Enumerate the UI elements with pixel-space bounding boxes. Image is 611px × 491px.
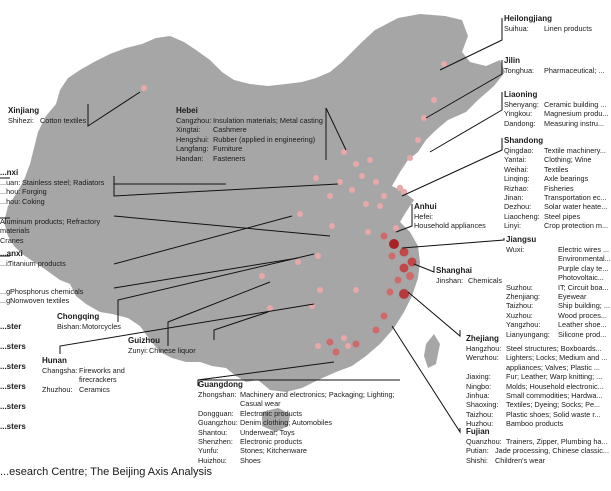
row-guangdong-0	[198, 390, 395, 399]
label-shanghai	[436, 266, 502, 285]
dot-north-2	[353, 161, 359, 167]
province-shaanxi: ...anxi	[0, 249, 23, 258]
city: ...i:	[0, 259, 10, 268]
dot-xinjiang	[141, 85, 147, 91]
product: Ceramics	[79, 384, 110, 394]
product: Crop protection m...	[544, 221, 609, 231]
dot-hubei-1	[315, 253, 321, 259]
legend-fragment-2: ...sters	[0, 362, 26, 371]
row-jiangsu-6	[506, 301, 611, 310]
province-heilongjiang: Heilongjiang	[504, 14, 552, 23]
city	[506, 273, 558, 282]
row-jilin-0	[504, 66, 604, 75]
city: Jiaxing:	[466, 372, 491, 382]
product: Purple clay te...	[558, 263, 609, 273]
product: Silicone prod...	[558, 329, 607, 339]
row-liaoning-2	[504, 119, 609, 128]
city: Dezhou:	[504, 202, 532, 212]
row-jiangsu-8	[506, 320, 611, 329]
city: Linqing:	[504, 174, 530, 184]
dot-guangdong-1	[333, 349, 340, 356]
row-shandong-4	[504, 184, 608, 193]
row-zhejiang-3	[466, 372, 607, 381]
dot-liaoning-1	[431, 97, 437, 103]
label-liaoning	[504, 90, 609, 128]
row-guangdong-7	[198, 456, 395, 465]
product: Stainless steel; Radiators	[22, 178, 105, 187]
product: Environmental...	[558, 254, 611, 264]
row-zhejiang-1	[466, 353, 607, 362]
product: Household appliances	[414, 221, 486, 231]
row-shaanxi-0	[0, 259, 66, 268]
dot-shanxi	[313, 175, 319, 181]
dot-guangdong-4	[327, 339, 334, 346]
dot-shaanxi	[297, 211, 303, 217]
product: Textiles	[544, 164, 569, 174]
city: Shihezi:	[8, 116, 34, 125]
province-fujian: Fujian	[466, 427, 490, 436]
dot-jiangsu-1	[389, 239, 399, 249]
row-guangdong-6	[198, 446, 395, 455]
label-hunan	[42, 356, 125, 394]
province-shandong: Shandong	[504, 136, 544, 145]
product: Measuring instru...	[544, 118, 605, 128]
product: Small commodities; Hardwa...	[506, 391, 603, 401]
row-jiangsu-4	[506, 283, 611, 292]
dot-liaoning-3	[407, 155, 413, 161]
product: Wood proces...	[558, 310, 607, 320]
city: Dongguan:	[198, 408, 234, 418]
dot-guangdong-6	[341, 335, 347, 341]
dot-guangdong-2	[345, 343, 351, 349]
dot-north-6	[349, 187, 355, 193]
row-henan-1	[0, 226, 100, 235]
province-shanxi: ...nxi	[0, 168, 19, 177]
dot-zhejiang-3	[395, 277, 402, 284]
dot-hunan-1	[317, 287, 323, 293]
product: Motorcycles	[82, 322, 121, 331]
row-shandong-8	[504, 221, 608, 230]
row-hunan-1	[42, 375, 125, 384]
label-heilongjiang	[504, 14, 592, 33]
row-henan-2	[0, 236, 100, 245]
row-hebei-4	[176, 154, 323, 163]
dot-north-3	[367, 157, 373, 163]
label-fujian	[466, 427, 609, 465]
city: Zhenjiang:	[506, 292, 541, 302]
product: Rubber (applied in engineering)	[213, 134, 316, 144]
city: Putian:	[466, 446, 489, 456]
product: materials	[0, 226, 30, 236]
product: Linen products	[544, 24, 592, 33]
row-liaoning-0	[504, 100, 609, 109]
dot-north-9	[381, 193, 387, 199]
province-chongqing: Chongqing	[57, 312, 100, 321]
row-hebei-3	[176, 144, 323, 153]
dot-guangdong-5	[315, 343, 321, 349]
dot-heilongjiang	[441, 61, 447, 67]
source-note: ...esearch Centre; The Beijing Axis Analysis	[0, 466, 212, 478]
product: appliances; Valves; Plastic ...	[506, 362, 600, 372]
city: Changsha:	[42, 366, 78, 375]
dot-guangdong-3	[353, 341, 360, 348]
row-shanxi-2	[0, 197, 104, 206]
city	[506, 254, 558, 263]
province-guangdong: Guangdong	[198, 380, 243, 389]
product: Phosphorus chemicals	[10, 287, 84, 296]
product: Molds; Household electronic...	[506, 381, 604, 391]
dot-zhejiang-5	[387, 289, 394, 296]
city: ...g:	[0, 287, 13, 296]
product: firecrackers	[79, 375, 117, 385]
product: Stones; Kitchenware	[240, 446, 307, 456]
dot-chongqing	[259, 273, 265, 279]
row-shanxi-0	[0, 178, 104, 187]
product: Textile machinery...	[544, 146, 606, 155]
row-zhejiang-7	[466, 410, 607, 419]
row-jiangsu-2	[506, 264, 611, 273]
city: Jinan:	[504, 193, 524, 203]
dot-zhejiang-2	[406, 272, 414, 280]
city: Taizhou:	[466, 409, 494, 419]
product: Insulation materials; Metal casting	[213, 116, 323, 125]
dot-zhejiang-1	[400, 264, 409, 273]
province-shanghai: Shanghai	[436, 266, 473, 275]
product: Trainers, Zipper, Plumbing ha...	[506, 437, 608, 446]
row-fujian-1	[466, 446, 609, 455]
city: Ningbo:	[466, 381, 492, 391]
dot-fujian-2	[373, 327, 380, 334]
city: Qingdao:	[504, 146, 534, 155]
row-shandong-7	[504, 212, 608, 221]
city: Weihai:	[504, 164, 529, 174]
province-jiangsu: Jiangsu	[506, 235, 537, 244]
label-jiangsu	[506, 235, 611, 339]
city: Linyi:	[504, 221, 522, 231]
row-liaoning-1	[504, 109, 609, 118]
row-jiangsu-7	[506, 311, 611, 320]
product: Pharmaceutical; ...	[544, 66, 605, 75]
row-jiangsu-0	[506, 245, 611, 254]
product: Denim clothing; Automobiles	[240, 418, 333, 428]
row-hebei-0	[176, 116, 323, 125]
city: Yantai:	[504, 155, 527, 165]
product: Electronic products	[240, 437, 303, 447]
city: Cangzhou:	[176, 116, 212, 125]
city	[506, 264, 558, 273]
legend-fragment-3: ...sters	[0, 382, 26, 391]
product: Forging	[22, 187, 47, 197]
row-heilongjiang-0	[504, 24, 592, 33]
product: Machinery and electronics; Packaging; Lighting;	[240, 390, 395, 399]
row-hunan-0	[42, 366, 125, 375]
city: ...hou:	[0, 187, 21, 197]
city: Zhuzhou:	[42, 384, 73, 394]
province-guizhou: Guizhou	[128, 336, 160, 345]
row-zhejiang-4	[466, 382, 607, 391]
row-shandong-5	[504, 193, 608, 202]
row-hebei-2	[176, 135, 323, 144]
product: Fur; Leather; Warp knitting; ...	[506, 372, 603, 382]
city: Yunfu:	[198, 446, 219, 456]
product: Photovoltaic...	[558, 273, 604, 283]
label-guangdong	[198, 380, 395, 465]
product: Electronic products	[240, 408, 303, 418]
row-guangdong-2	[198, 409, 395, 418]
product: Solar water heate...	[544, 202, 608, 212]
city: Hangzhou:	[466, 344, 502, 353]
dot-henan	[329, 223, 335, 229]
product: Electric wires ...	[558, 245, 610, 254]
product: Fasteners	[213, 153, 246, 163]
label-anhui	[414, 202, 486, 231]
product: Cashmere	[213, 125, 247, 135]
label-shandong	[504, 136, 608, 231]
row-guizhou-0	[128, 346, 196, 355]
product: Chinese liquor	[149, 346, 196, 355]
row-chongqing-0	[57, 322, 121, 331]
city: Rizhao:	[504, 183, 529, 193]
row-hunan-2	[42, 385, 125, 394]
row-jiangsu-3	[506, 273, 611, 282]
city: Guangzhou:	[198, 418, 238, 428]
row-guangdong-4	[198, 428, 395, 437]
product: Ceramic building ...	[544, 100, 607, 109]
label-hubei	[0, 287, 83, 306]
product: Eyewear	[558, 292, 587, 302]
city: Wenzhou:	[466, 353, 499, 363]
row-hubei-0	[0, 287, 83, 296]
row-jiangsu-1	[506, 254, 611, 263]
product: Ship building; ...	[558, 301, 610, 311]
city: Zhongshan:	[198, 390, 237, 399]
city: Hengshui:	[176, 134, 209, 144]
product: Children's wear	[495, 455, 546, 465]
label-shaanxi	[0, 249, 66, 268]
row-anhui-0	[414, 212, 486, 221]
legend-fragment-1: ...sters	[0, 342, 26, 351]
dot-shandong-3	[377, 203, 383, 209]
city: Wuxi:	[506, 245, 525, 254]
row-zhejiang-2	[466, 363, 607, 372]
dot-zhejiang-4	[399, 289, 409, 299]
product: Jade processing, Chinese classic...	[495, 446, 609, 456]
city: Xingtai:	[176, 125, 201, 135]
province-hebei: Hebei	[176, 106, 198, 115]
product: Coking	[22, 196, 45, 206]
product: Textiles; Dyeing; Socks; Pe...	[506, 400, 601, 410]
product: Leather shoe...	[558, 320, 607, 330]
taiwan-island-shape	[424, 334, 440, 368]
province-anhui: Anhui	[414, 202, 437, 211]
city: Langfang:	[176, 144, 209, 154]
row-shandong-1	[504, 155, 608, 164]
city: Lianyungang:	[506, 329, 550, 339]
row-hubei-1	[0, 296, 83, 305]
dot-north-8	[327, 193, 333, 199]
row-guangdong-5	[198, 437, 395, 446]
city: Huzhou:	[466, 419, 494, 429]
city: Shenzhen:	[198, 437, 233, 447]
province-xinjiang: Xinjiang	[8, 106, 40, 115]
row-guangdong-1	[198, 399, 395, 408]
city: Suihua:	[504, 24, 529, 33]
product: Aluminum products; Refractory	[0, 217, 101, 226]
dot-north-5	[373, 179, 379, 185]
city: Yingkou:	[504, 109, 533, 119]
province-jilin: Jilin	[504, 56, 521, 65]
city: Zunyi:	[128, 346, 148, 355]
dot-fujian-1	[381, 313, 388, 320]
product: Casual wear	[240, 399, 281, 409]
city: Liaocheng:	[504, 211, 540, 221]
city: Jinhua:	[466, 391, 490, 401]
label-xinjiang	[8, 106, 86, 125]
city	[466, 363, 506, 372]
row-anhui-1	[414, 221, 486, 230]
city: Suzhou:	[506, 282, 533, 292]
row-guangdong-3	[198, 418, 395, 427]
province-liaoning: Liaoning	[504, 90, 538, 99]
product: Clothing; Wine	[544, 155, 592, 165]
row-jiangsu-5	[506, 292, 611, 301]
dot-jiangxi	[353, 287, 359, 293]
label-henan	[0, 217, 100, 245]
row-xinjiang-0	[8, 116, 86, 125]
dot-hubei-2	[295, 259, 301, 265]
label-jilin	[504, 56, 604, 75]
product: Lighters; Locks; Medium and ...	[506, 353, 608, 363]
dot-jiangsu-4	[400, 248, 409, 257]
legend-fragment-4: ...sters	[0, 402, 26, 411]
city	[42, 375, 79, 384]
label-hebei	[176, 106, 323, 163]
city	[198, 399, 240, 408]
product: Fisheries	[544, 183, 574, 193]
dot-jiangsu-3	[393, 225, 399, 231]
dot-anhui	[365, 229, 371, 235]
row-shandong-2	[504, 165, 608, 174]
product: Bamboo products	[506, 419, 564, 429]
city: Dandong:	[504, 118, 536, 128]
city: Tonghua:	[504, 66, 535, 75]
dot-guizhou	[267, 305, 273, 311]
product: Axle bearings	[544, 174, 589, 184]
legend-fragment-5: ...sters	[0, 422, 26, 431]
city: ...uan:	[0, 178, 21, 187]
row-shandong-6	[504, 202, 608, 211]
product: Fireworks and	[79, 366, 125, 375]
label-chongqing	[57, 312, 121, 331]
product: Chemicals	[468, 276, 503, 285]
row-shandong-3	[504, 174, 608, 183]
dot-jiangsu-2	[381, 233, 388, 240]
product: Transportation ec...	[544, 193, 607, 203]
product: Magnesium produ...	[544, 109, 609, 119]
city: ...hou:	[0, 196, 21, 206]
product: Underwear; Toys	[240, 427, 295, 437]
product: Steel structures; Boxboards...	[506, 344, 602, 353]
city: Shantou:	[198, 427, 228, 437]
city: Xuzhou:	[506, 310, 533, 320]
product: Cotton textiles	[40, 116, 87, 125]
city: Hefei:	[414, 212, 434, 221]
city: Taizhou:	[506, 301, 534, 311]
row-zhejiang-6	[466, 400, 607, 409]
product: Shoes	[240, 455, 261, 465]
city: Yangzhou:	[506, 320, 541, 330]
product: Cranes	[0, 235, 24, 245]
city: Shenyang:	[504, 100, 539, 109]
row-henan-0	[0, 217, 100, 226]
row-shandong-0	[504, 146, 608, 155]
row-shanxi-1	[0, 187, 104, 196]
product: Titanium products	[8, 259, 66, 268]
row-shanghai-0	[436, 276, 502, 285]
row-zhejiang-5	[466, 391, 607, 400]
product: IT; Circuit boa...	[558, 282, 609, 292]
dot-north-4	[359, 173, 365, 179]
product: Plastic shoes; Solid waste r...	[506, 409, 601, 419]
city: Handan:	[176, 153, 204, 163]
dot-shanghai	[408, 258, 417, 267]
product: Steel pipes	[544, 211, 581, 221]
city: Quanzhou:	[466, 437, 502, 446]
province-hunan: Hunan	[42, 356, 67, 365]
province-zhejiang: Zhejiang	[466, 334, 499, 343]
city: Shaoxing:	[466, 400, 499, 410]
label-guizhou	[128, 336, 196, 355]
label-zhejiang	[466, 334, 607, 429]
dot-liaoning-2	[415, 137, 421, 143]
city: Bishan:	[57, 322, 82, 331]
city: Shishi:	[466, 455, 488, 465]
row-zhejiang-0	[466, 344, 607, 353]
label-shanxi	[0, 168, 104, 206]
row-fujian-0	[466, 437, 609, 446]
dot-shandong-4	[363, 201, 369, 207]
row-fujian-2	[466, 456, 609, 465]
city: ...g:	[0, 296, 13, 306]
city: Jinshan:	[436, 276, 464, 285]
row-hebei-1	[176, 125, 323, 134]
product: Nonwoven textiles	[10, 296, 70, 306]
product: Furniture	[213, 144, 243, 154]
city: Huizhou:	[198, 455, 227, 465]
legend-fragment-0: ...ster	[0, 322, 22, 331]
dot-jiangsu-5	[389, 253, 396, 260]
